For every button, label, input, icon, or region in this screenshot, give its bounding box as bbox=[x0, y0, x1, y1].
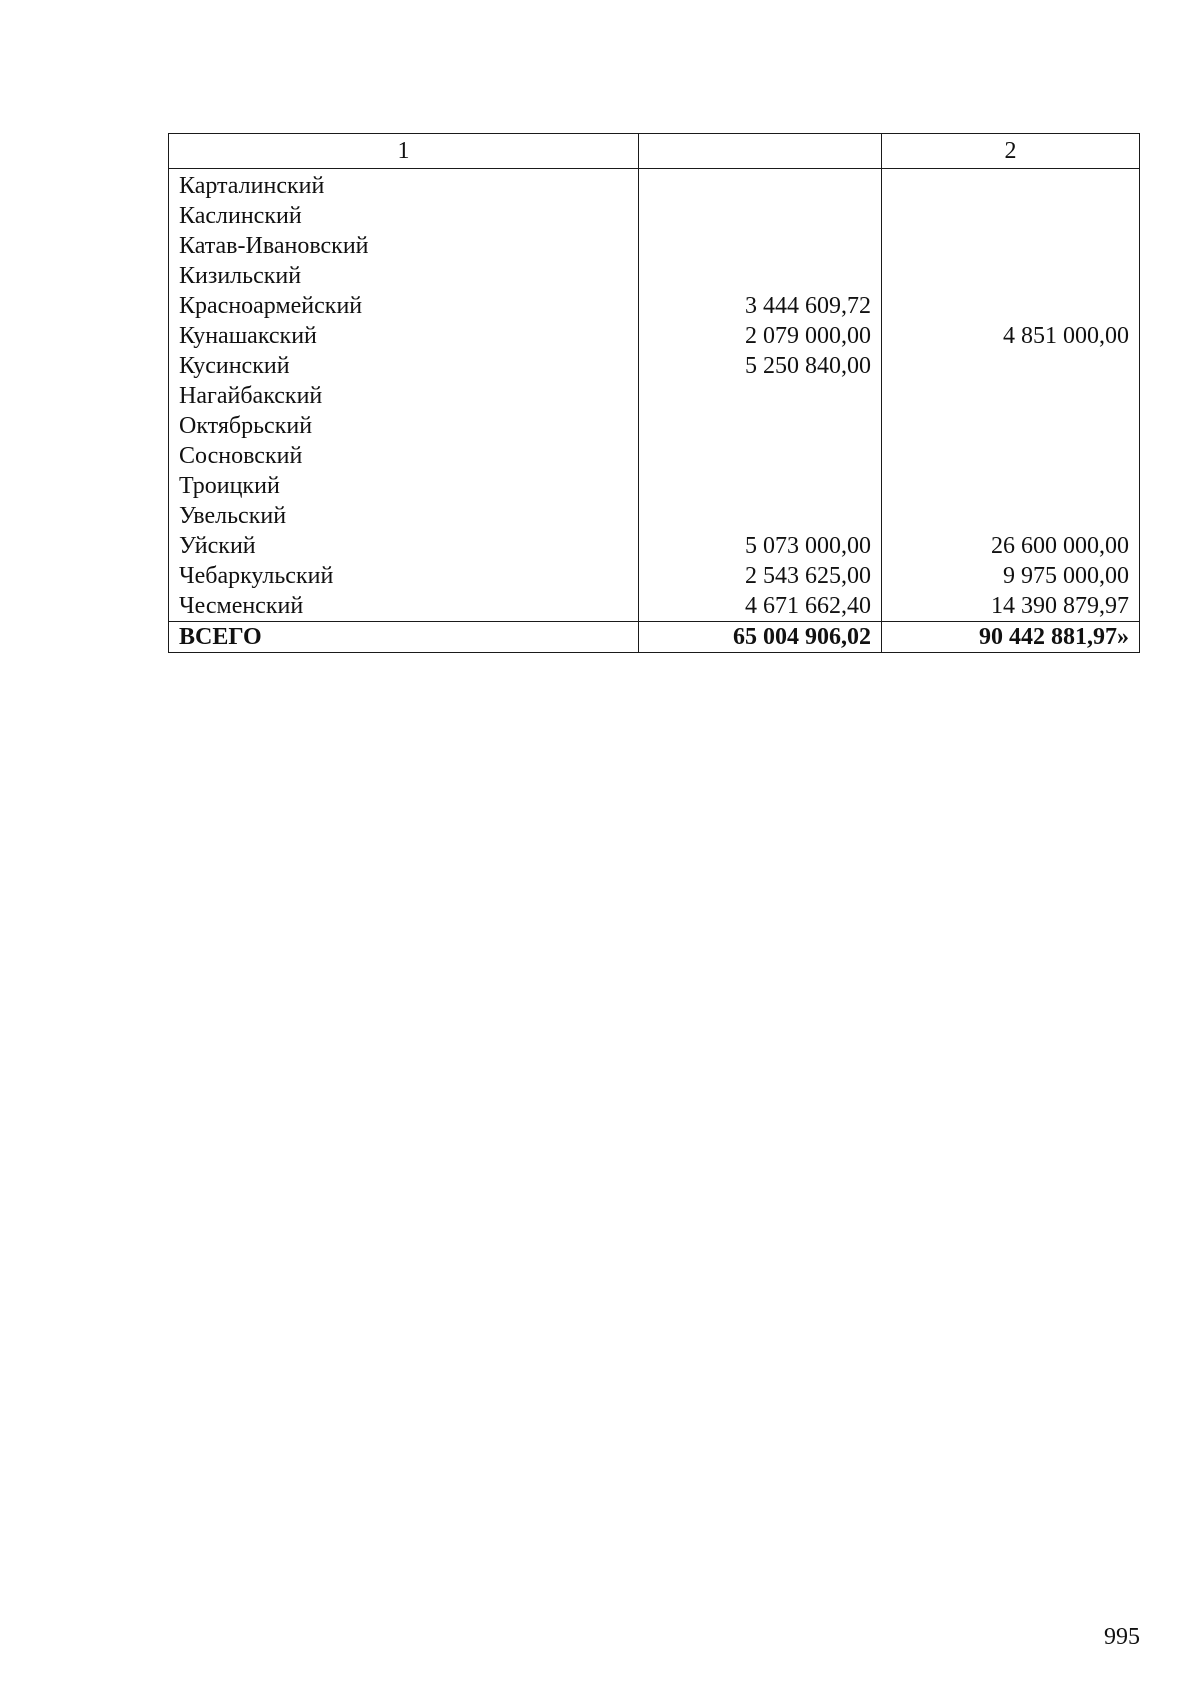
table-row bbox=[169, 321, 1140, 351]
district-name: Кусинский bbox=[169, 351, 639, 381]
district-name: Сосновский bbox=[169, 441, 639, 471]
value-col3 bbox=[882, 201, 1140, 231]
table-row bbox=[169, 411, 1140, 441]
table-row bbox=[169, 381, 1140, 411]
value-col3 bbox=[882, 411, 1140, 441]
value-col2: 4 671 662,40 bbox=[639, 591, 882, 622]
value-col2 bbox=[639, 201, 882, 231]
header-cell-1: 1 bbox=[169, 134, 639, 169]
value-col2 bbox=[639, 381, 882, 411]
table-row bbox=[169, 201, 1140, 231]
district-name: Уйский bbox=[169, 531, 639, 561]
value-col2 bbox=[639, 411, 882, 441]
value-col3 bbox=[882, 231, 1140, 261]
value-col3: 14 390 879,97 bbox=[882, 591, 1140, 622]
table-row bbox=[169, 561, 1140, 591]
table-row bbox=[169, 441, 1140, 471]
table-row bbox=[169, 261, 1140, 291]
district-name: Нагайбакский bbox=[169, 381, 639, 411]
budget-table bbox=[168, 133, 1140, 653]
value-col2: 2 543 625,00 bbox=[639, 561, 882, 591]
district-name: Карталинский bbox=[169, 169, 639, 202]
district-name: Кунашакский bbox=[169, 321, 639, 351]
district-name: Кизильский bbox=[169, 261, 639, 291]
district-name: Увельский bbox=[169, 501, 639, 531]
district-name: Каслинский bbox=[169, 201, 639, 231]
value-col3 bbox=[882, 471, 1140, 501]
value-col3 bbox=[882, 381, 1140, 411]
table-row bbox=[169, 531, 1140, 561]
district-name: Троицкий bbox=[169, 471, 639, 501]
table-row bbox=[169, 501, 1140, 531]
district-name: Катав-Ивановский bbox=[169, 231, 639, 261]
table-row bbox=[169, 291, 1140, 321]
district-name: Чесменский bbox=[169, 591, 639, 622]
value-col3: 9 975 000,00 bbox=[882, 561, 1140, 591]
total-label: ВСЕГО bbox=[169, 622, 639, 653]
table-row bbox=[169, 231, 1140, 261]
district-name: Октябрьский bbox=[169, 411, 639, 441]
value-col3 bbox=[882, 351, 1140, 381]
table-row bbox=[169, 591, 1140, 622]
value-col2 bbox=[639, 169, 882, 202]
value-col3 bbox=[882, 291, 1140, 321]
header-cell-2 bbox=[639, 134, 882, 169]
total-col3: 90 442 881,97» bbox=[882, 622, 1140, 653]
table-row bbox=[169, 351, 1140, 381]
value-col2 bbox=[639, 441, 882, 471]
value-col3 bbox=[882, 261, 1140, 291]
value-col2 bbox=[639, 231, 882, 261]
value-col3 bbox=[882, 169, 1140, 202]
header-cell-3: 2 bbox=[882, 134, 1140, 169]
total-col2: 65 004 906,02 bbox=[639, 622, 882, 653]
value-col2 bbox=[639, 261, 882, 291]
value-col3: 26 600 000,00 bbox=[882, 531, 1140, 561]
value-col2 bbox=[639, 471, 882, 501]
value-col2 bbox=[639, 501, 882, 531]
value-col2: 3 444 609,72 bbox=[639, 291, 882, 321]
value-col2: 5 250 840,00 bbox=[639, 351, 882, 381]
value-col3 bbox=[882, 501, 1140, 531]
district-name: Красноармейский bbox=[169, 291, 639, 321]
district-name: Чебаркульский bbox=[169, 561, 639, 591]
value-col3: 4 851 000,00 bbox=[882, 321, 1140, 351]
table-row bbox=[169, 169, 1140, 202]
table-total-row bbox=[169, 622, 1140, 653]
value-col3 bbox=[882, 441, 1140, 471]
page-number: 995 bbox=[1104, 1624, 1140, 1650]
table-row bbox=[169, 471, 1140, 501]
value-col2: 2 079 000,00 bbox=[639, 321, 882, 351]
value-col2: 5 073 000,00 bbox=[639, 531, 882, 561]
table-header-row bbox=[169, 134, 1140, 169]
